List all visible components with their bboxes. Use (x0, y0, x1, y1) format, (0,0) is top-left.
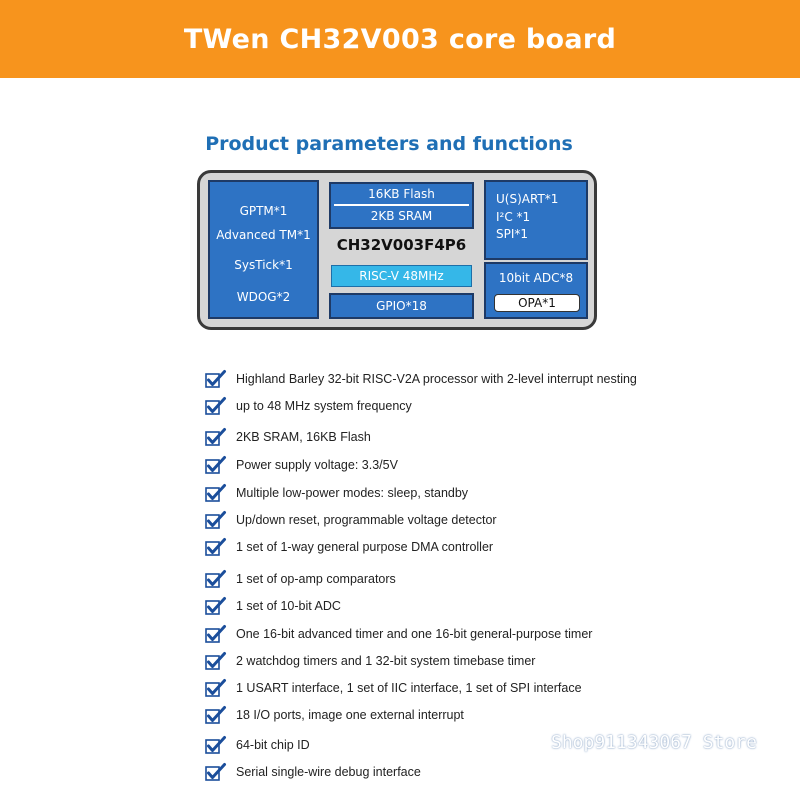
feature-item (205, 455, 398, 475)
feature-item (205, 596, 341, 616)
feature-text: Multiple low-power modes: sleep, standby (236, 486, 469, 500)
core-block: RISC-V 48MHz (331, 265, 472, 287)
feature-text: up to 48 MHz system frequency (236, 399, 412, 413)
feature-text: 64-bit chip ID (236, 738, 310, 752)
feature-text: Highland Barley 32-bit RISC-V2A processor with 2-level interrupt nesting (236, 372, 637, 386)
feature-text: Up/down reset, programmable voltage detector (236, 513, 497, 527)
feature-text: Power supply voltage: 3.3/5V (236, 458, 398, 472)
checkbox-checked-icon (205, 510, 227, 530)
feature-text: 1 USART interface, 1 set of IIC interface, 1 set of SPI interface (236, 681, 582, 695)
feature-item (205, 678, 582, 698)
checkbox-checked-icon (205, 678, 227, 698)
feature-item (205, 651, 535, 671)
feature-text: 2 watchdog timers and 1 32-bit system timebase timer (236, 654, 536, 668)
checkbox-checked-icon (205, 735, 227, 755)
chip-name: CH32V003F4P6 (336, 236, 467, 254)
header-banner (0, 0, 800, 78)
memory-divider (334, 204, 469, 206)
feature-item (205, 483, 468, 503)
store-watermark: Shop911343067 Store (551, 732, 757, 753)
feature-text: 1 set of op-amp comparators (236, 572, 396, 586)
uart-label: U(S)ART*1 (496, 192, 559, 206)
adc-block (484, 262, 588, 319)
feature-text: 2KB SRAM, 16KB Flash (236, 430, 371, 444)
feature-item (205, 510, 497, 530)
feature-text: 1 set of 1-way general purpose DMA controller (236, 540, 494, 554)
checkbox-checked-icon (205, 624, 227, 644)
feature-item (205, 762, 421, 782)
opa-label: OPA*1 (494, 294, 580, 312)
checkbox-checked-icon (205, 569, 227, 589)
chip-diagram (197, 170, 597, 330)
banner-title: TWen CH32V003 core board (183, 23, 617, 55)
checkbox-checked-icon (205, 483, 227, 503)
feature-item (205, 537, 493, 557)
checkbox-checked-icon (205, 369, 227, 389)
checkbox-checked-icon (205, 651, 227, 671)
feature-text: 1 set of 10-bit ADC (236, 599, 341, 613)
adc-label: 10bit ADC*8 (498, 271, 574, 285)
feature-text: 18 I/O ports, image one external interrupt (236, 708, 464, 722)
serial-block (484, 180, 588, 260)
i2c-label: I²C *1 (496, 210, 531, 224)
timer-block (208, 180, 319, 319)
feature-item (205, 624, 592, 644)
checkbox-checked-icon (205, 705, 227, 725)
sram-label: 2KB SRAM (370, 209, 433, 223)
feature-item (205, 569, 396, 589)
section-title: Product parameters and functions (205, 133, 573, 155)
flash-label: 16KB Flash (368, 187, 435, 201)
wdog-label: WDOG*2 (236, 290, 291, 304)
feature-text: Serial single-wire debug interface (236, 765, 421, 779)
spi-label: SPI*1 (496, 227, 529, 241)
memory-block (329, 182, 474, 229)
feature-text: One 16-bit advanced timer and one 16-bit general-purpose timer (236, 627, 593, 641)
advanced-tm-label: Advanced TM*1 (216, 228, 311, 242)
systick-label: SysTick*1 (234, 258, 293, 272)
gptm-label: GPTM*1 (239, 204, 288, 218)
feature-item (205, 396, 412, 416)
checkbox-checked-icon (205, 596, 227, 616)
checkbox-checked-icon (205, 396, 227, 416)
checkbox-checked-icon (205, 537, 227, 557)
checkbox-checked-icon (205, 762, 227, 782)
gpio-block: GPIO*18 (329, 293, 474, 319)
feature-item (205, 735, 310, 755)
feature-item (205, 369, 637, 389)
checkbox-checked-icon (205, 427, 227, 447)
checkbox-checked-icon (205, 455, 227, 475)
feature-item (205, 705, 464, 725)
feature-item (205, 427, 371, 447)
